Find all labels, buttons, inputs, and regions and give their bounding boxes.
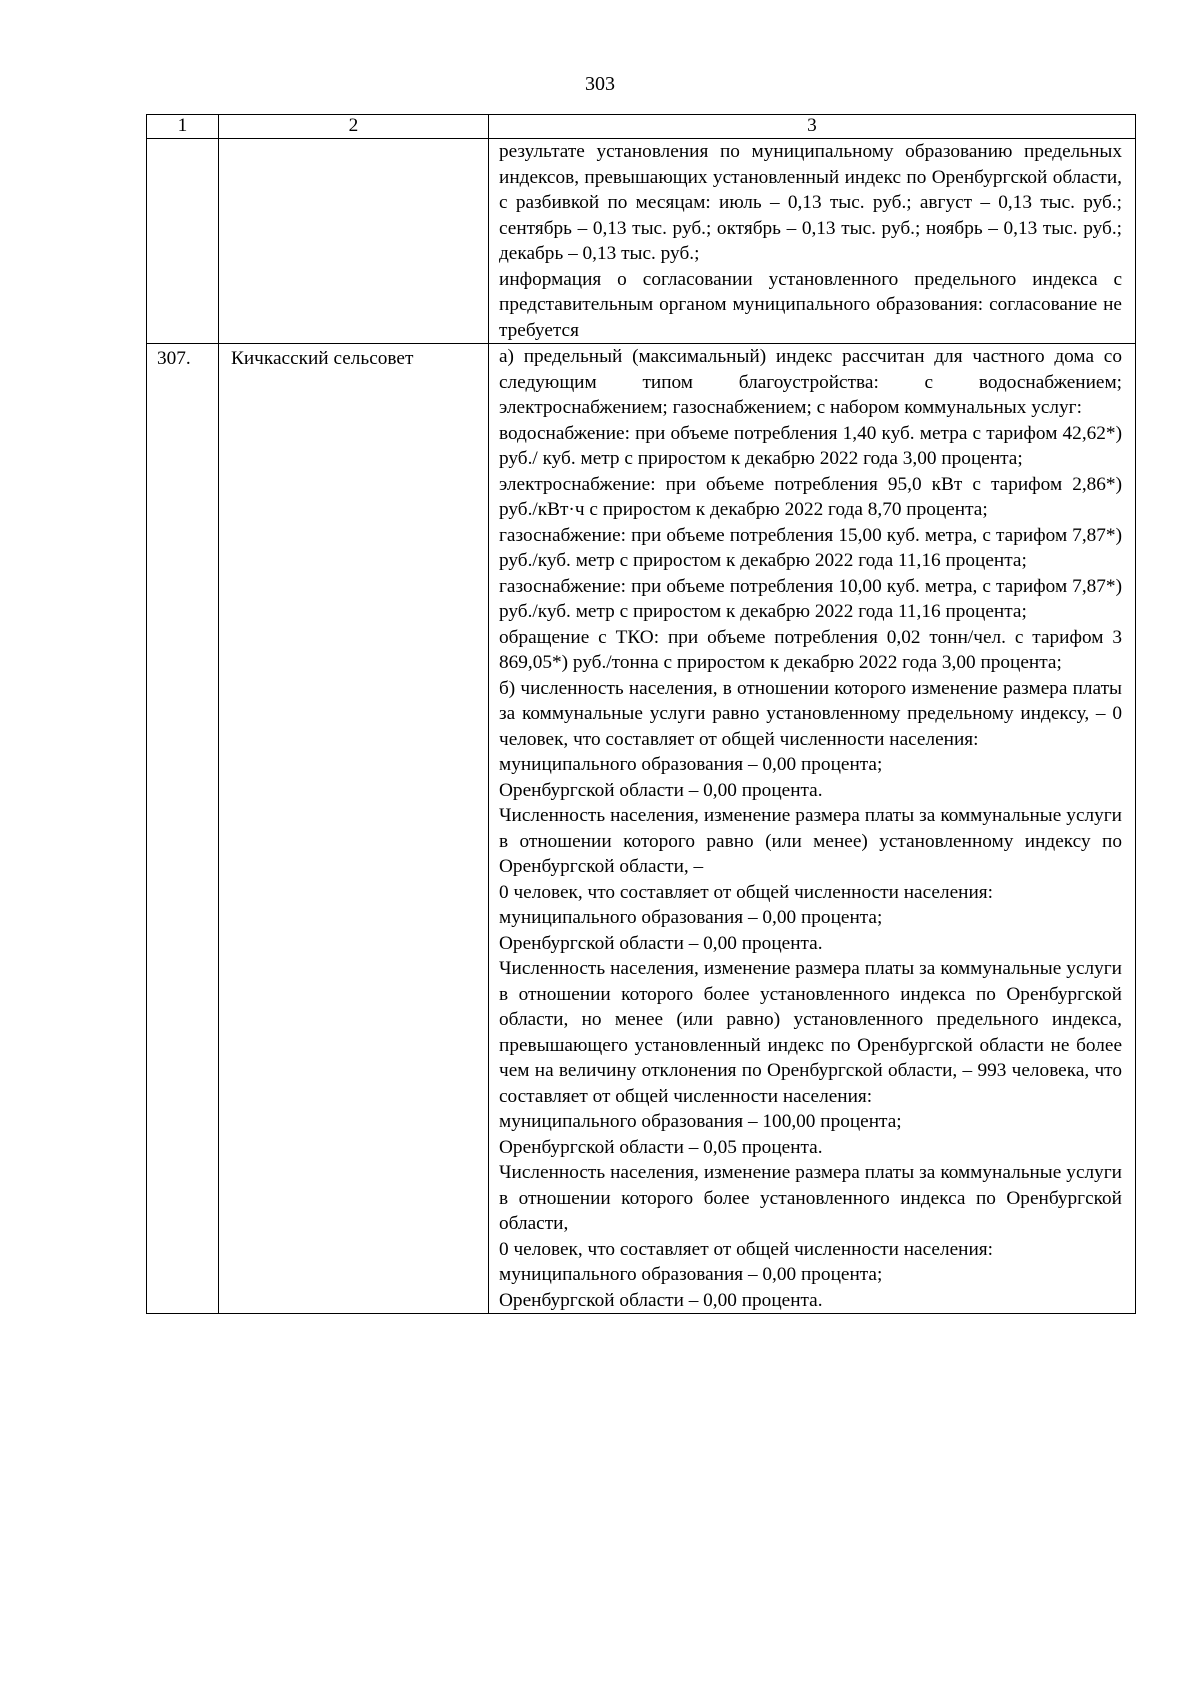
table-row — [147, 139, 1136, 344]
paragraph: электроснабжение: при объеме потребления 95,0 кВт с тарифом 2,86*) руб./кВт·ч с приростом к декабрю 2022 года 8,70 процента; — [499, 473, 1122, 520]
paragraph: газоснабжение: при объеме потребления 15,00 куб. метра, с тарифом 7,87*) руб./куб. метр с приростом к декабрю 2022 года 11,16 процента; — [499, 524, 1122, 571]
paragraph: а) предельный (максимальный) индекс рассчитан для частного дома со следующим типом благоустройства: с водоснабжением; электроснабжением; газоснабжением; с набором коммунальных услуг: — [499, 346, 1122, 418]
paragraph: информация о согласовании установленного предельного индекса с представительным органом муниципального образования: согласование не требуется — [499, 268, 1122, 341]
column-header-3: 3 — [489, 115, 1136, 139]
page-number: 303 — [585, 73, 615, 95]
paragraph: результате установления по муниципальному образованию предельных индексов, превышающих установленный индекс по Оренбургской области, с разбивкой по месяцам: июль – 0,13 тыс. руб.; август – 0,13 тыс. руб.; сентябрь – 0,13 тыс. руб.; октябрь – 0,13 тыс. руб.; ноябрь – 0,13 тыс. руб.; декабрь – 0,13 тыс. руб.; — [499, 141, 1122, 264]
paragraph: Численность населения, изменение размера платы за коммунальные услуги в отношении которого более установленного индекса по Оренбургской области, — [499, 1162, 1122, 1234]
paragraph: б) численность населения, в отношении которого изменение размера платы за коммунальные услуги равно установленному предельному индексу, – 0 человек, что составляет от общей численности населения: — [499, 677, 1122, 750]
row-text-cell — [489, 139, 1136, 344]
document-table — [146, 114, 1136, 1314]
row-text-cell — [489, 344, 1136, 1314]
paragraph: Оренбургской области – 0,00 процента. — [499, 932, 823, 954]
paragraph: муниципального образования – 0,00 процента; — [499, 754, 883, 775]
table-header-row — [147, 115, 1136, 139]
paragraph: муниципального образования – 0,00 процента; — [499, 907, 883, 928]
column-header-2: 2 — [219, 115, 489, 139]
paragraph: обращение с ТКО: при объеме потребления 0,02 тонн/чел. с тарифом 3 869,05*) руб./тонна с приростом к декабрю 2022 года 3,00 процента; — [499, 626, 1122, 673]
paragraph: Оренбургской области – 0,05 процента. — [499, 1136, 823, 1158]
paragraph: муниципального образования – 100,00 процента; — [499, 1111, 902, 1132]
row-name-cell: Кичкасский сельсовет — [219, 344, 489, 1314]
row-name-cell — [219, 139, 489, 344]
column-header-1: 1 — [147, 115, 219, 139]
paragraph: муниципального образования – 0,00 процента; — [499, 1264, 883, 1285]
paragraph: Оренбургской области – 0,00 процента. — [499, 779, 823, 801]
paragraph: водоснабжение: при объеме потребления 1,40 куб. метра с тарифом 42,62*) руб./ куб. метр с приростом к декабрю 2022 года 3,00 процента; — [499, 422, 1122, 469]
paragraph: Оренбургской области – 0,00 процента. — [499, 1289, 823, 1311]
paragraph: 0 человек, что составляет от общей численности населения: — [499, 1238, 993, 1260]
table-row — [147, 344, 1136, 1314]
paragraph: Численность населения, изменение размера платы за коммунальные услуги в отношении которого более установленного индекса по Оренбургской области, но менее (или равно) установленного предельного индекса, превышающего установленный индекс по Оренбургской области не более чем на величину отклонения по Оренбургской области, – 993 человека, что составляет от общей численности населения: — [499, 958, 1122, 1107]
row-number-cell — [147, 139, 219, 344]
row-number-cell: 307. — [147, 344, 219, 1314]
paragraph: газоснабжение: при объеме потребления 10,00 куб. метра, с тарифом 7,87*) руб./куб. метр с приростом к декабрю 2022 года 11,16 процента; — [499, 575, 1122, 622]
paragraph: Численность населения, изменение размера платы за коммунальные услуги в отношении которого равно (или менее) установленному индексу по Оренбургской области, – — [499, 805, 1122, 877]
paragraph: 0 человек, что составляет от общей численности населения: — [499, 881, 993, 903]
